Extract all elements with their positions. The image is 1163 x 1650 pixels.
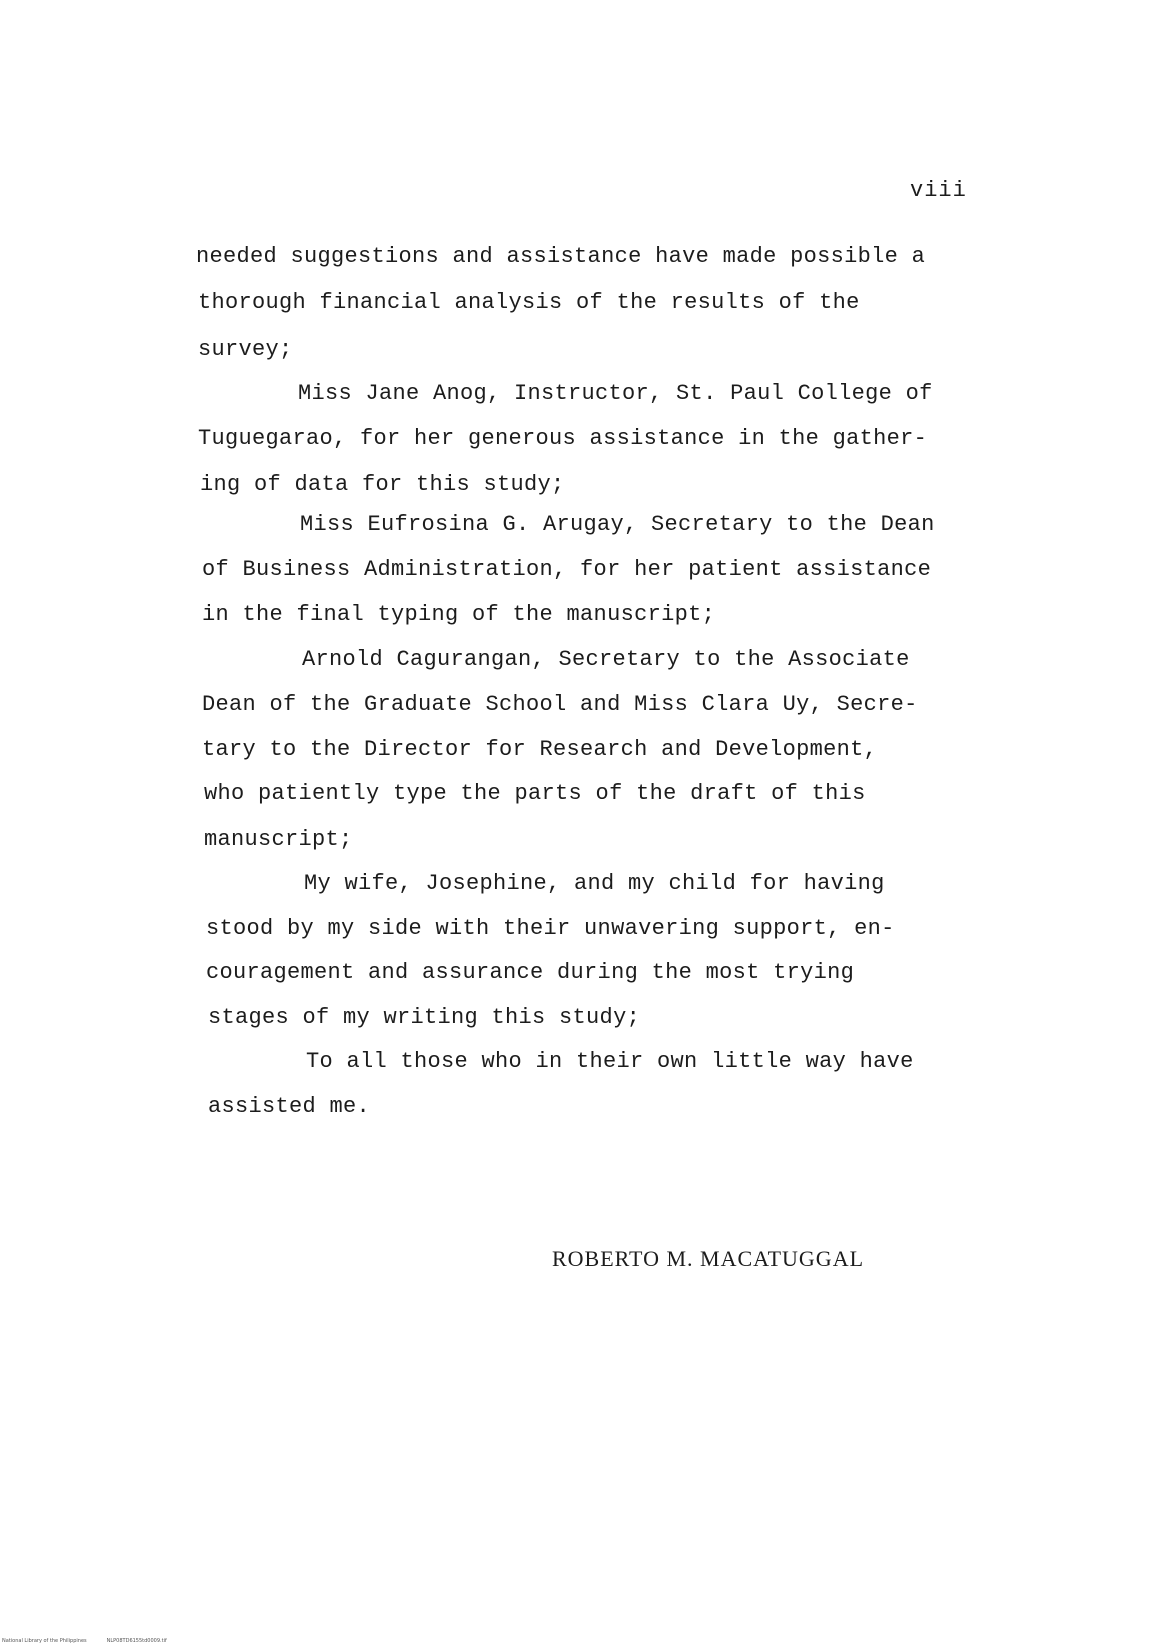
footer-file-id: NLP08TD6155td0009.tif <box>106 1638 167 1644</box>
body-line: assisted me. <box>208 1094 371 1119</box>
body-line: survey; <box>198 337 293 362</box>
body-line: tary to the Director for Research and Development, <box>202 737 878 762</box>
body-line: stood by my side with their unwavering support, en- <box>206 916 895 941</box>
body-line: couragement and assurance during the most trying <box>206 960 855 985</box>
body-line: ing of data for this study; <box>200 472 565 497</box>
body-line: stages of my writing this study; <box>208 1005 641 1030</box>
body-line: Miss Eufrosina G. Arugay, Secretary to the Dean <box>300 512 935 537</box>
body-line: of Business Administration, for her patient assistance <box>202 557 932 582</box>
page-number: viii <box>910 178 967 203</box>
signature: ROBERTO M. MACATUGGAL <box>552 1246 865 1271</box>
body-line: Tuguegarao, for her generous assistance in the gather- <box>198 426 928 451</box>
body-line: who patiently type the parts of the draft of this <box>204 781 866 806</box>
body-line: thorough financial analysis of the results of the <box>198 290 860 315</box>
body-line: Miss Jane Anog, Instructor, St. Paul College of <box>298 381 933 406</box>
body-line: Dean of the Graduate School and Miss Clara Uy, Secre- <box>202 692 918 717</box>
footer-library: National Library of the Philippines <box>2 1638 87 1644</box>
body-line: To all those who in their own little way have <box>306 1049 914 1074</box>
body-line: in the final typing of the manuscript; <box>202 602 716 627</box>
body-line: My wife, Josephine, and my child for having <box>304 871 885 896</box>
body-line: manuscript; <box>204 827 353 852</box>
body-line: Arnold Cagurangan, Secretary to the Associate <box>302 647 910 672</box>
body-line: needed suggestions and assistance have made possible a <box>196 244 926 269</box>
footer-note <box>2 1638 167 1644</box>
